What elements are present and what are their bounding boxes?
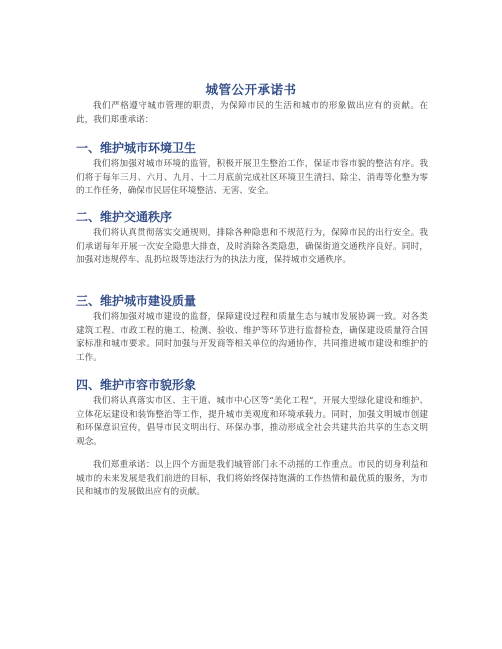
section-heading-traffic: 二、维护交通秩序 bbox=[76, 210, 173, 224]
intro-paragraph: 我们严格遵守城市管理的职责，为保障市民的生活和城市的形象做出应有的贡献。在此，我们郑重承诺： bbox=[76, 101, 428, 125]
section-heading-environment: 一、维护城市环境卫生 bbox=[76, 141, 197, 155]
section-text-environment: 我们将加强对城市环境的监管，积极开展卫生整治工作，保证市容市貌的整洁有序。我们将于每年三月、六月、九月、十二月底前完成社区环境卫生清扫、除尘、消毒等化整为零的工作任务，确保市民居住环境整洁、无害、安全。 bbox=[76, 159, 428, 197]
section-text-city-appearance: 我们将认真落实市区、主干道、城市中心区等“美化工程”，开展大型绿化建设和维护、立体花坛建设和装饰整治等工作，提升城市美观度和环境承载力。同时，加强文明城市创建和环保意识宣传，倡导市民文明出行、环保办事，推动形成全社会共建共治共享的生态文明观念。 bbox=[76, 396, 428, 447]
section-heading-city-appearance: 四、维护市容市貌形象 bbox=[76, 378, 197, 392]
closing-paragraph: 我们郑重承诺：以上四个方面是我们城管部门永不动摇的工作重点。市民的切身利益和城市的未来发展是我们前进的目标，我们将始终保持饱满的工作热情和最优质的服务，为市民和城市的发展做出应有的贡献。 bbox=[76, 460, 428, 498]
section-heading-construction: 三、维护城市建设质量 bbox=[76, 294, 197, 308]
section-text-traffic: 我们将认真贯彻落实交通规则，排除各种隐患和不规范行为，保障市民的出行安全。我们承诺每年开展一次安全隐患大排查，及时消除各类隐患，确保街道交通秩序良好。同时，加强对违规停车、乱扔垃圾等违法行为的执法力度，保持城市交通秩序。 bbox=[76, 228, 428, 266]
document-title: 城管公开承诺书 bbox=[205, 82, 297, 97]
section-text-construction: 我们将加强对城市建设的监督，保障建设过程和质量生态与城市发展协调一致。对各类建筑工程、市政工程的施工、检测、验收、维护等环节进行监督检查，确保建设质量符合国家标准和城市要求。同时加强与开发商等相关单位的沟通协作，共同推进城市建设和维护的工作。 bbox=[76, 312, 428, 363]
